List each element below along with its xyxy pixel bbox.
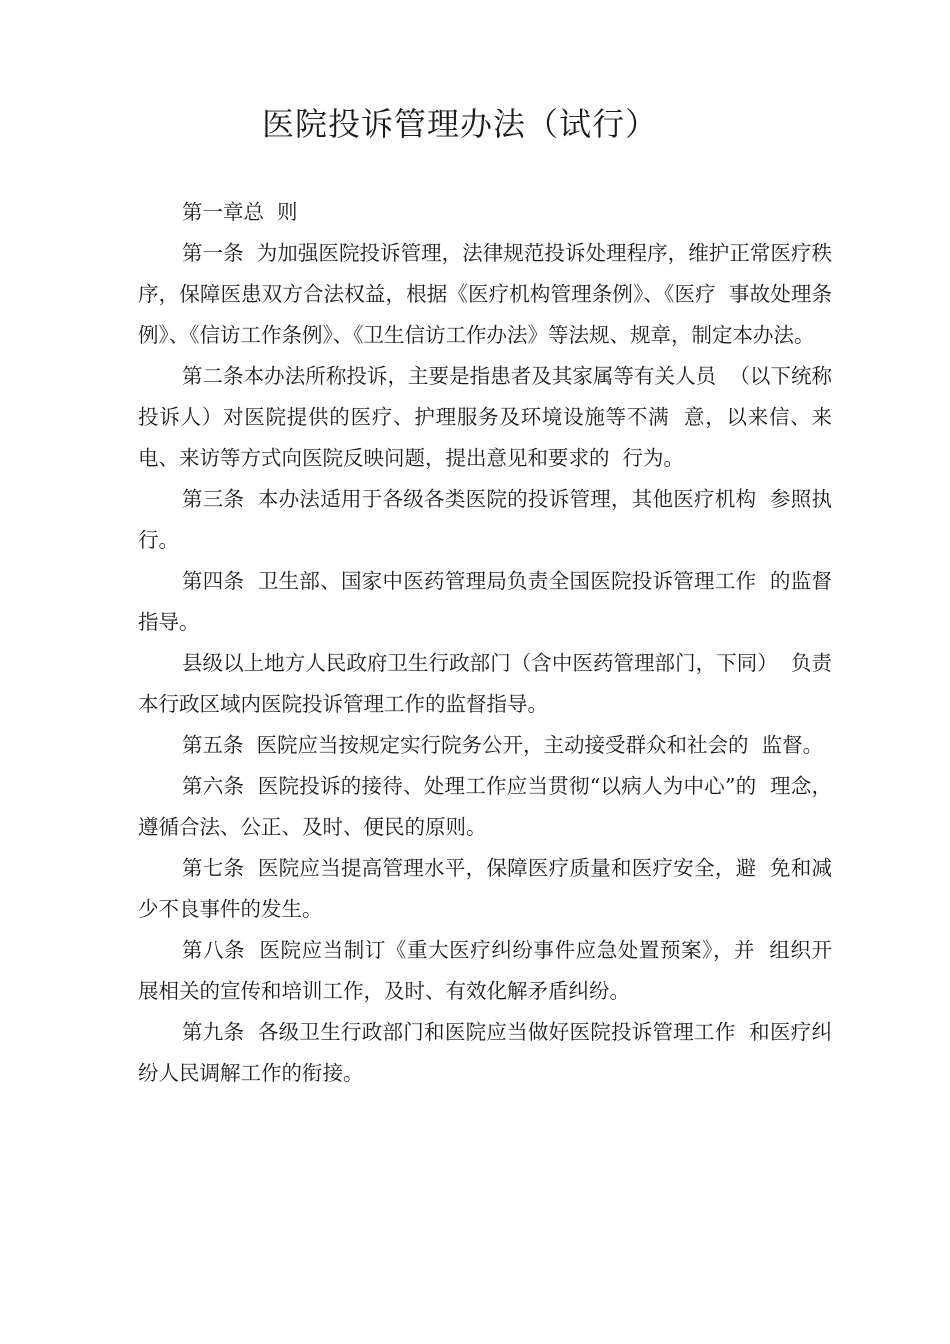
article-7: 第七条 医院应当提高管理水平，保障医疗质量和医疗安全，避 免和减少不良事件的发生。	[138, 856, 832, 921]
article-9: 第九条 各级卫生行政部门和医院应当做好医院投诉管理工作 和医疗纠纷人民调解工作的衔接。	[138, 1020, 832, 1085]
chapter-heading: 第一章总 则	[182, 200, 298, 224]
article-6: 第六条 医院投诉的接待、处理工作应当贯彻“以病人为中心”的 理念，遵循合法、公正、及时、便民的原则。	[138, 774, 832, 839]
article-3: 第三条 本办法适用于各级各类医院的投诉管理，其他医疗机构 参照执行。	[138, 487, 832, 552]
article-1: 第一条 为加强医院投诉管理，法律规范投诉处理程序，维护正常医疗秩序，保障医患双方合法权益，根据《医疗机构管理条例》、《医疗 事故处理条例》、《信访工作条例》、《卫生信访工作办法》等法规、规章，制定本办法。	[138, 241, 832, 347]
article-4: 第四条 卫生部、国家中医药管理局负责全国医院投诉管理工作 的监督指导。	[138, 569, 832, 634]
article-4-clause-2: 县级以上地方人民政府卫生行政部门（含中医药管理部门，下同） 负责本行政区域内医院投诉管理工作的监督指导。	[138, 651, 832, 716]
document-title: 医院投诉管理办法（试行）	[261, 105, 658, 143]
document-body	[138, 192, 832, 1094]
article-5: 第五条 医院应当按规定实行院务公开，主动接受群众和社会的 监督。	[182, 733, 824, 757]
article-2: 第二条本办法所称投诉，主要是指患者及其家属等有关人员 （以下统称投诉人）对医院提供的医疗、护理服务及环境设施等不满 意，以来信、来电、来访等方式向医院反映问题，提出意见和要求的 行为。	[138, 364, 832, 470]
article-8: 第八条 医院应当制订《重大医疗纠纷事件应急处置预案》，并 组织开展相关的宣传和培训工作，及时、有效化解矛盾纠纷。	[138, 938, 832, 1003]
